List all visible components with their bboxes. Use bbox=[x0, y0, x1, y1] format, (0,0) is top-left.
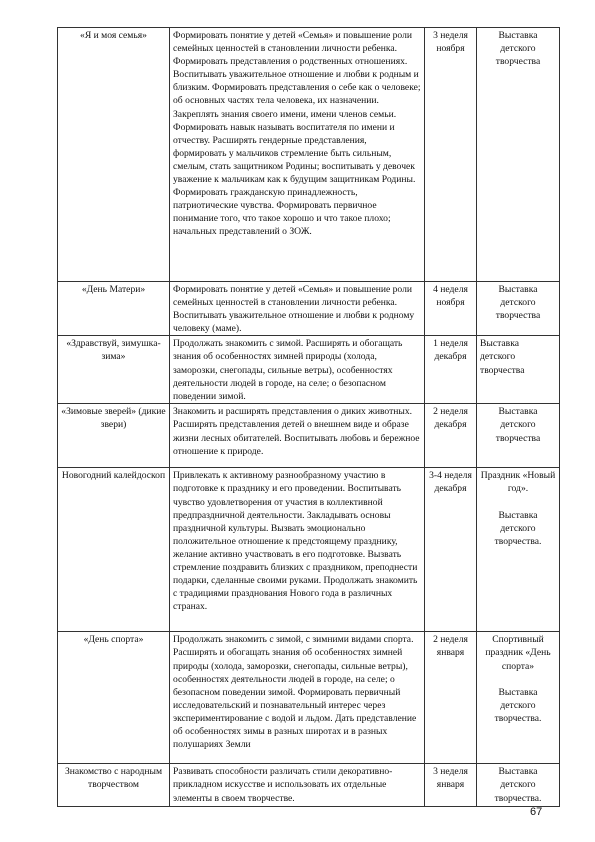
period-cell: 4 неделя ноября bbox=[425, 282, 477, 336]
table-row bbox=[58, 468, 560, 632]
goals-cell: Продолжать знакомить с зимой, с зимними видами спорта. Расширять и обогащать знания об особенностях зимней природы (холода, заморозки, снегопады, сильные ветры), особенностях деятельности людей в городе, на селе; о безопасном поведении зимой. Формировать первичный исследовательский и познавательный интерес через экспериментирование с водой и льдом. Дать представление об особенностях зимы в разных широтах и в разных полушариях Земли bbox=[170, 632, 425, 764]
table-row bbox=[58, 28, 560, 282]
goals-cell: Привлекать к активному разнообразному участию в подготовке к празднику и его проведении. Воспитывать чувство удовлетворения от участия в коллективной предпраздничной деятельности. Закладывать основы праздничной культуры. Вызвать эмоционально положительное отношение к предстоящему празднику, желание активно участвовать в его подготовке. Вызвать стремление поздравить близких с праздником, преподнести подарки, сделанные своими руками. Продолжать знакомить с традициями празднования Нового года в различных странах. bbox=[170, 468, 425, 632]
page-number: 67 bbox=[530, 806, 543, 818]
table-row bbox=[58, 282, 560, 336]
goals-cell: Развивать способности различать стили декоративно-прикладном искусстве и использовать их отдельные элементы в своем творчестве. bbox=[170, 764, 425, 807]
theme-cell: «День спорта» bbox=[58, 632, 170, 764]
goals-cell: Формировать понятие у детей «Семья» и повышение роли семейных ценностей в становлении личности ребенка. Формировать представления о родственных отношениях. Воспитывать уважительное отношение и любви к родным и близким. Формировать представления о себе как о человеке; об основных частях тела человека, их назначении. Закреплять знания своего имени, имени членов семьи. Формировать навык называть воспитателя по имени и отчеству. Расширять гендерные представления, формировать у мальчиков стремление быть сильным, смелым, стать защитником Родины; воспитывать у девочек уважение к мальчикам как к будущим защитникам Родины. Формировать гражданскую принадлежность, патриотические чувства. Формировать первичное понимание того, что такое хорошо и что такое плохо; начальных представлений о ЗОЖ. bbox=[170, 28, 425, 282]
period-cell: 3-4 неделя декабря bbox=[425, 468, 477, 632]
theme-cell: «День Матери» bbox=[58, 282, 170, 336]
theme-cell: «Зимовые зверей» (дикие звери) bbox=[58, 404, 170, 468]
period-cell: 3 неделя января bbox=[425, 764, 477, 807]
final-event-cell: Выставка детского творчества. bbox=[477, 764, 560, 807]
final-event-cell: Спортивный праздник «День спорта» Выставка детского творчества. bbox=[477, 632, 560, 764]
table-row bbox=[58, 336, 560, 404]
goals-cell: Формировать понятие у детей «Семья» и повышение роли семейных ценностей в становлении личности ребенка. Воспитывать уважительное отношение и любви к родному человеку (маме). bbox=[170, 282, 425, 336]
theme-cell: Знакомство с народным творчеством bbox=[58, 764, 170, 807]
period-cell: 3 неделя ноября bbox=[425, 28, 477, 282]
table-body bbox=[58, 28, 560, 807]
final-event-cell: Выставка детского творчества bbox=[477, 336, 560, 404]
goals-cell: Знакомить и расширять представления о диких животных. Расширять представления детей о внешнем виде и образе жизни лесных обитателей. Воспитывать любовь и бережное отношение к природе. bbox=[170, 404, 425, 468]
theme-cell: Новогодний калейдоскоп bbox=[58, 468, 170, 632]
final-event-cell: Праздник «Новый год». Выставка детского творчества. bbox=[477, 468, 560, 632]
table-row bbox=[58, 632, 560, 764]
final-event-cell: Выставка детского творчества bbox=[477, 28, 560, 282]
goals-cell: Продолжать знакомить с зимой. Расширять и обогащать знания об особенностях зимней природы (холода, заморозки, снегопады, сильные ветры), особенностях деятельности людей в городе, на селе; о безопасном поведении зимой. bbox=[170, 336, 425, 404]
theme-cell: «Здравствуй, зимушка-зима» bbox=[58, 336, 170, 404]
final-event-cell: Выставка детского творчества bbox=[477, 282, 560, 336]
table-row bbox=[58, 764, 560, 807]
table-row bbox=[58, 404, 560, 468]
period-cell: 2 неделя января bbox=[425, 632, 477, 764]
period-cell: 1 неделя декабря bbox=[425, 336, 477, 404]
theme-cell: «Я и моя семья» bbox=[58, 28, 170, 282]
final-event-cell: Выставка детского творчества bbox=[477, 404, 560, 468]
period-cell: 2 неделя декабря bbox=[425, 404, 477, 468]
thematic-plan-table bbox=[57, 27, 560, 807]
